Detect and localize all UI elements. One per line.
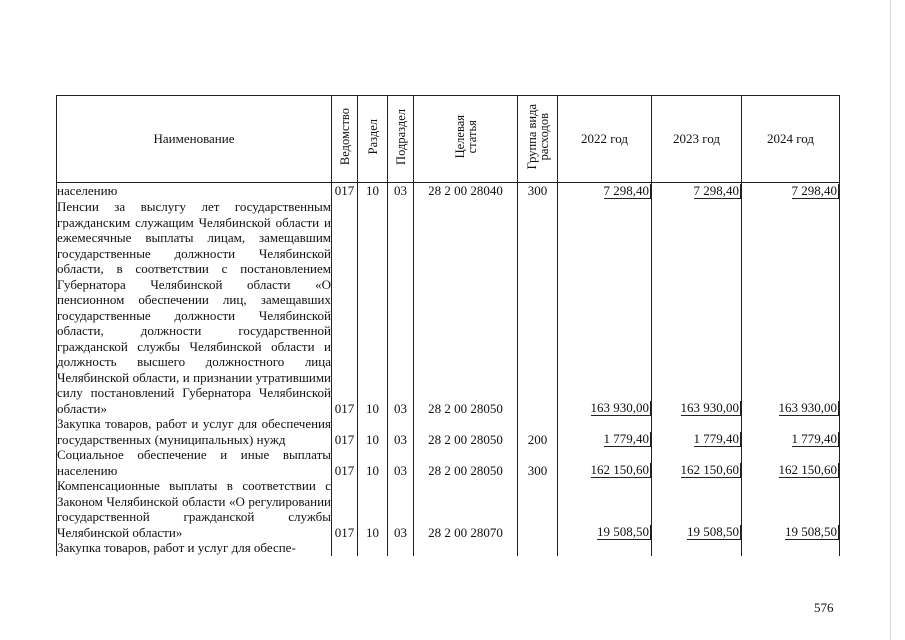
row-name: Компенсационные выплаты в соответствии с Законом Челябинской области «О регулировании государственной гражданской службы Челябинской области» [57, 478, 331, 540]
row-2022: 163 930,00 [558, 199, 652, 416]
row-gruppa: 200 [518, 416, 558, 447]
row-razdel: 10 [358, 478, 388, 540]
row-name: населению [57, 183, 332, 200]
row-2023: 19 508,50 [652, 478, 742, 540]
row-2023: 1 779,40 [652, 416, 742, 447]
row-vedomstvo: 017 [332, 447, 358, 478]
row-gruppa: 300 [518, 447, 558, 478]
row-2024: 162 150,60 [742, 447, 840, 478]
row-gruppa: 300 [518, 183, 558, 200]
page-number: 576 [814, 600, 834, 615]
table-row [57, 183, 840, 200]
row-tselevaya: 28 2 00 28050 [414, 199, 518, 416]
row-name: Пенсии за выслугу лет государственным гражданским служащим Челябинской области и ежемесячные выплаты лицам, замещавшим государственные должности Челябинской области, в соответствии с постановлением Губернатора Челябинской области «О пенсионном обеспечении лиц, замещавших государственные должности Челябинской области, должности государственной гражданской службы Челябинской области и должность высшего должностного лица Челябинской области, и признании утратившими силу постановлений Губернатора Челябинской области» [57, 199, 331, 416]
row-2022: 7 298,40 [558, 183, 652, 200]
row-2024: 7 298,40 [742, 183, 840, 200]
row-tselevaya: 28 2 00 28070 [414, 478, 518, 540]
row-2024 [742, 540, 840, 556]
row-2023: 7 298,40 [652, 183, 742, 200]
row-name: Социальное обеспечение и иные выплаты населению [57, 447, 331, 478]
row-2022: 162 150,60 [558, 447, 652, 478]
row-podrazdel: 03 [388, 183, 414, 200]
row-podrazdel: 03 [388, 478, 414, 540]
header-podrazdel: Подраздел [388, 96, 414, 183]
row-2023: 162 150,60 [652, 447, 742, 478]
header-2023: 2023 год [652, 96, 742, 183]
row-podrazdel: 03 [388, 447, 414, 478]
header-2024: 2024 год [742, 96, 840, 183]
header-gruppa-vida-rashodov: Группа вида расходов [518, 96, 558, 183]
row-podrazdel [388, 540, 414, 556]
header-name: Наименование [57, 96, 332, 183]
row-tselevaya: 28 2 00 28050 [414, 416, 518, 447]
table-row [57, 478, 840, 540]
header-razdel: Раздел [358, 96, 388, 183]
row-2022: 19 508,50 [558, 478, 652, 540]
table-row [57, 540, 840, 556]
header-vedomstvo: Ведомство [332, 96, 358, 183]
row-razdel [358, 540, 388, 556]
row-2024: 163 930,00 [742, 199, 840, 416]
page-edge [890, 0, 891, 640]
row-tselevaya [414, 540, 518, 556]
row-podrazdel: 03 [388, 199, 414, 416]
row-vedomstvo: 017 [332, 478, 358, 540]
row-razdel: 10 [358, 416, 388, 447]
row-podrazdel: 03 [388, 416, 414, 447]
row-gruppa [518, 478, 558, 540]
budget-table [56, 95, 840, 556]
row-vedomstvo: 017 [332, 199, 358, 416]
row-2023 [652, 540, 742, 556]
row-vedomstvo [332, 540, 358, 556]
row-2024: 1 779,40 [742, 416, 840, 447]
row-gruppa [518, 540, 558, 556]
header-row [57, 96, 840, 183]
table-row [57, 447, 840, 478]
row-razdel: 10 [358, 183, 388, 200]
row-2023: 163 930,00 [652, 199, 742, 416]
row-2024: 19 508,50 [742, 478, 840, 540]
row-tselevaya: 28 2 00 28040 [414, 183, 518, 200]
row-2022 [558, 540, 652, 556]
table-row [57, 416, 840, 447]
row-tselevaya: 28 2 00 28050 [414, 447, 518, 478]
header-tselevaya-statya: Целевая статья [414, 96, 518, 183]
row-gruppa [518, 199, 558, 416]
row-vedomstvo: 017 [332, 183, 358, 200]
row-name: Закупка товаров, работ и услуг для обеспечения государственных (муниципальных) нужд [57, 416, 331, 447]
row-razdel: 10 [358, 447, 388, 478]
row-name: Закупка товаров, работ и услуг для обеспе- [57, 540, 332, 556]
row-vedomstvo: 017 [332, 416, 358, 447]
row-2022: 1 779,40 [558, 416, 652, 447]
row-razdel: 10 [358, 199, 388, 416]
table-row [57, 199, 840, 416]
header-2022: 2022 год [558, 96, 652, 183]
